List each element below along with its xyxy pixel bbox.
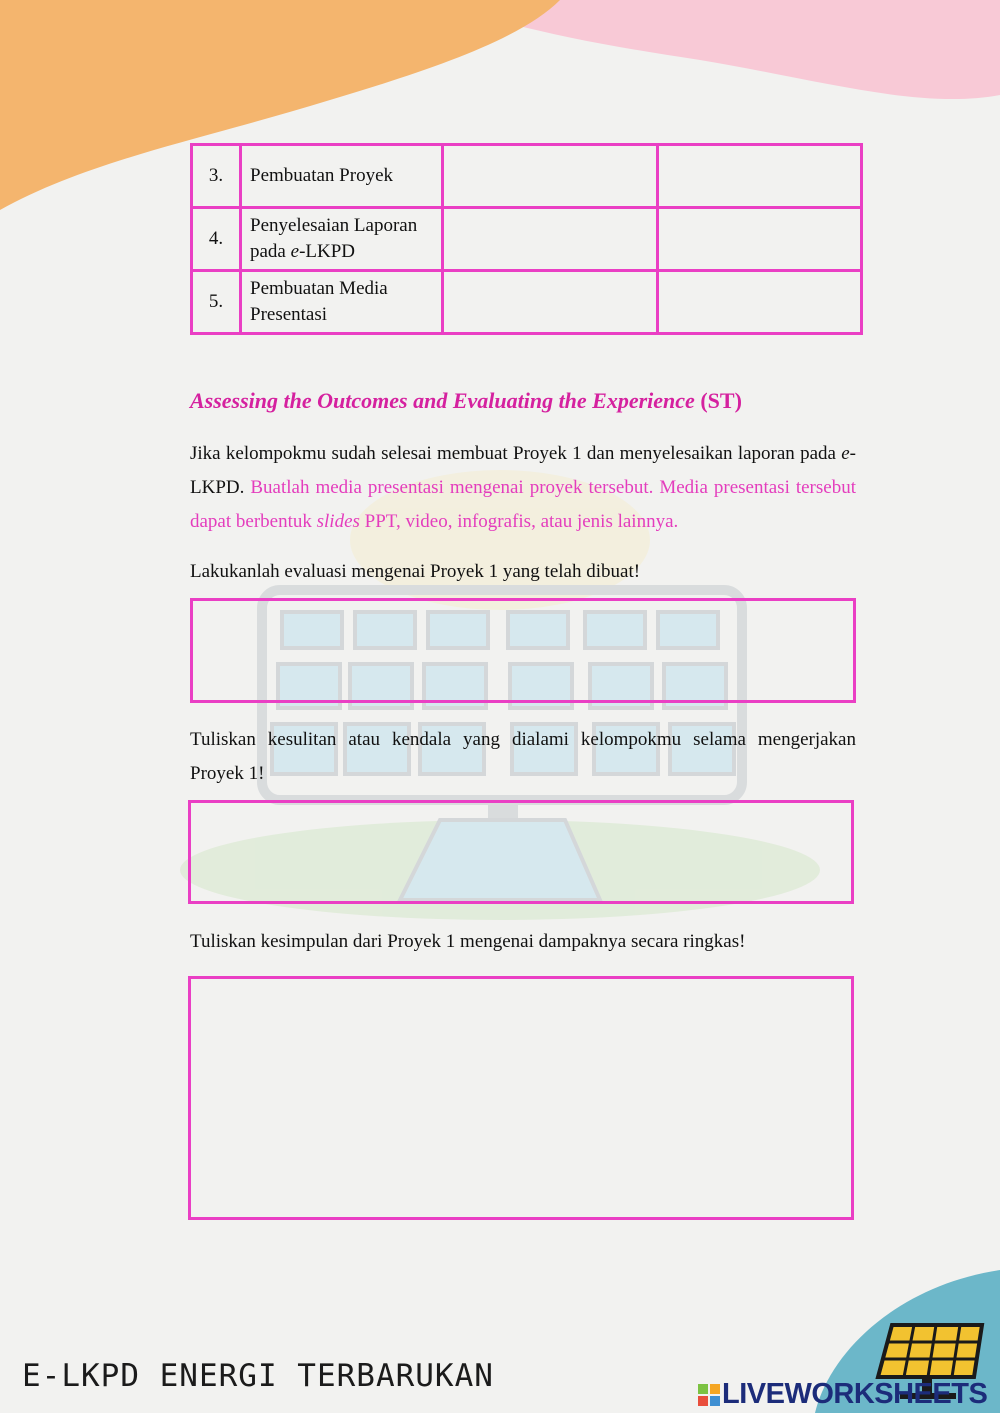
table-row (192, 208, 862, 271)
step-name (241, 271, 443, 334)
answer-cell[interactable] (443, 271, 658, 334)
section-heading (190, 388, 742, 414)
step-name-text: pada (250, 241, 291, 262)
answer-box-kesimpulan[interactable] (188, 976, 854, 1220)
row-number: 4. (192, 208, 241, 271)
prompt-kesimpulan: Tuliskan kesimpulan dari Proyek 1 mengenai dampaknya secara ringkas! (190, 931, 746, 952)
instruction-paragraph (190, 437, 856, 539)
answer-box-kendala[interactable] (188, 800, 854, 904)
answer-cell[interactable] (658, 145, 862, 208)
step-name (241, 145, 443, 208)
row-number: 5. (192, 271, 241, 334)
table-row (192, 271, 862, 334)
answer-cell[interactable] (443, 145, 658, 208)
project-steps-table (190, 143, 863, 335)
liveworksheets-logo (698, 1378, 987, 1411)
section-heading-italic: Assessing the Outcomes and Evaluating the Experience (190, 388, 695, 413)
instruction-italic: e (841, 443, 850, 464)
instruction-highlight: PPT, video, infografis, atau jenis lainnya. (359, 511, 679, 532)
answer-cell[interactable] (658, 271, 862, 334)
table-row (192, 145, 862, 208)
step-name-text: Presentasi (250, 304, 328, 325)
prompt-kendala: Tuliskan kesulitan atau kendala yang dialami kelompokmu selama mengerjakan Proyek 1! (190, 729, 856, 784)
instruction-text: Jika kelompokmu sudah selesai membuat Proyek 1 dan menyelesaikan laporan pada (190, 443, 842, 464)
step-name-text: Penyelesaian Laporan (250, 215, 418, 236)
liveworksheets-text: LIVEWORKSHEETS (722, 1378, 988, 1410)
answer-box-evaluasi[interactable] (190, 598, 856, 703)
prompt-evaluasi: Lakukanlah evaluasi mengenai Proyek 1 yang telah dibuat! (190, 561, 641, 582)
step-name-text: -LKPD (299, 241, 356, 262)
liveworksheets-icon (698, 1384, 720, 1406)
instruction-highlight-italic: slides (316, 511, 360, 532)
footer-title: E-LKPD ENERGI TERBARUKAN (22, 1358, 494, 1394)
instruction-text: -LKPD. (190, 443, 856, 498)
answer-cell[interactable] (443, 208, 658, 271)
step-name (241, 208, 443, 271)
step-name-italic: e (290, 241, 300, 262)
answer-cell[interactable] (658, 208, 862, 271)
step-name-text: Pembuatan Media (250, 278, 388, 299)
step-name-text: Pembuatan Proyek (250, 165, 394, 186)
section-heading-tag: (ST) (694, 388, 742, 413)
instruction-highlight: Buatlah media presentasi mengenai proyek tersebut. Media presentasi tersebut dapat berbentuk (190, 477, 856, 532)
row-number: 3. (192, 145, 241, 208)
